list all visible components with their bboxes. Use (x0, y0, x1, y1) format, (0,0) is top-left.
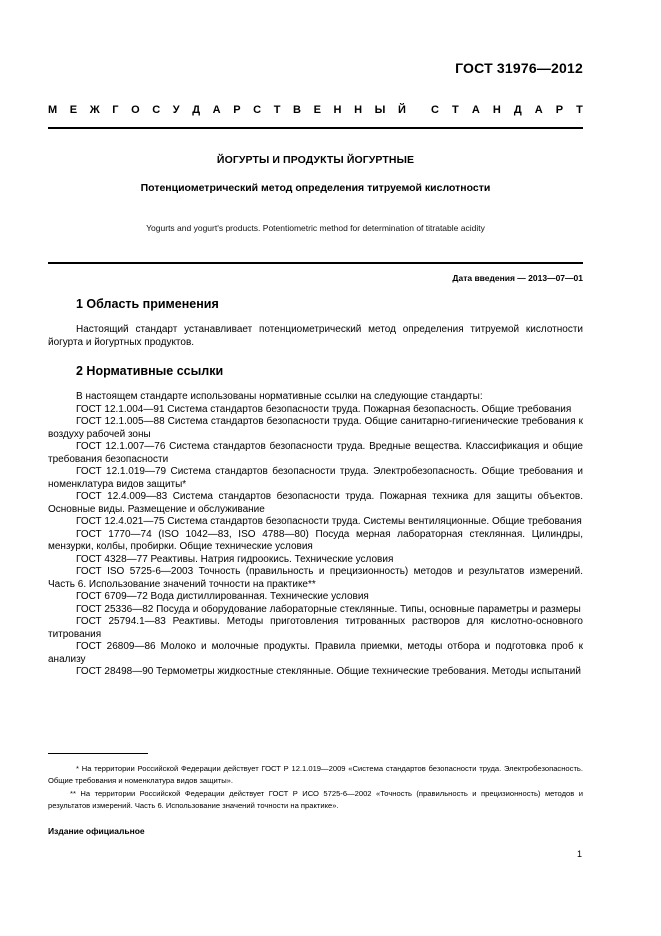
interstate-word: М Е Ж Г О С У Д А Р С Т В Е Н Н Ы Й (48, 104, 406, 116)
page-number: 1 (576, 849, 582, 859)
document-title: ЙОГУРТЫ И ПРОДУКТЫ ЙОГУРТНЫЕ (216, 154, 415, 166)
reference-item: ГОСТ 12.1.004—91 Система стандартов безопасности труда. Пожарная безопасность. Общие требования (76, 403, 572, 415)
section-1-text: Настоящий стандарт устанавливает потенциометрический метод определения титруемой кислотности йогурта и йогуртных продуктов. (48, 324, 583, 348)
document-subtitle: Потенциометрический метод определения титруемой кислотности (140, 182, 491, 194)
english-title: Yogurts and yogurt's products. Potentiometric method for determination of titratable acidity (146, 223, 485, 233)
reference-item: ГОСТ 1770—74 (ISO 1042—83, ISO 4788—80) Посуда мерная лабораторная стеклянная. Цилиндры, мензурки, колбы, пробирки. Общие технические условия (48, 528, 583, 552)
section-2-heading: 2 Нормативные ссылки (76, 364, 224, 378)
references-intro: В настоящем стандарте использованы нормативные ссылки на следующие стандарты: (76, 391, 483, 402)
top-divider (48, 127, 583, 129)
footnote-divider (48, 753, 148, 754)
reference-item: ГОСТ 12.4.009—83 Система стандартов безопасности труда. Пожарная техника для защиты объектов. Основные виды. Размещение и обслуживание (48, 491, 583, 515)
reference-item: ГОСТ ISO 5725-6—2003 Точность (правильность и прецизионность) методов и результатов измерений. Часть 6. Использование значений точности на практике** (48, 566, 583, 590)
footnote-2: ** На территории Российской Федерации действует ГОСТ Р ИСО 5725-6—2002 «Точность (правильность и прецизионность) методов и результатов измерений. Часть 6. Использование значений точности на практике». (48, 789, 583, 810)
reference-item: ГОСТ 6709—72 Вода дистиллированная. Технические условия (76, 591, 369, 602)
section-1-heading: 1 Область применения (76, 297, 219, 311)
footnote-1: * На территории Российской Федерации действует ГОСТ Р 12.1.019—2009 «Система стандартов безопасности труда. Электробезопасность. Общие требования и номенклатура видов защиты». (48, 764, 583, 785)
introduction-date: Дата введения — 2013—07—01 (452, 273, 583, 283)
reference-item: ГОСТ 12.4.021—75 Система стандартов безопасности труда. Системы вентиляционные. Общие требования (76, 516, 582, 527)
standard-number: ГОСТ 31976—2012 (455, 60, 583, 76)
standard-word: С Т А Н Д А Р Т (431, 104, 583, 116)
interstate-standard-banner (48, 104, 583, 116)
reference-item: ГОСТ 25794.1—83 Реактивы. Методы приготовления титрованных растворов для кислотно-основного титрования (48, 616, 583, 640)
reference-item: ГОСТ 12.1.019—79 Система стандартов безопасности труда. Электробезопасность. Общие требования и номенклатура видов защиты* (48, 466, 583, 490)
title-divider (48, 262, 583, 264)
references-list (48, 391, 583, 679)
official-edition-label: Издание официальное (48, 826, 145, 836)
reference-item: ГОСТ 12.1.005—88 Система стандартов безопасности труда. Общие санитарно-гигиенические требования к воздуху рабочей зоны (48, 416, 583, 440)
reference-item: ГОСТ 4328—77 Реактивы. Натрия гидроокись. Технические условия (76, 553, 394, 565)
reference-item: ГОСТ 25336—82 Посуда и оборудование лабораторные стеклянные. Типы, основные параметры и размеры (76, 603, 581, 615)
reference-item: ГОСТ 12.1.007—76 Система стандартов безопасности труда. Вредные вещества. Классификация и общие требования безопасности (48, 441, 583, 465)
reference-item: ГОСТ 26809—86 Молоко и молочные продукты. Правила приемки, методы отбора и подготовка проб к анализу (48, 641, 583, 665)
reference-item: ГОСТ 28498—90 Термометры жидкостные стеклянные. Общие технические требования. Методы испытаний (76, 666, 581, 677)
